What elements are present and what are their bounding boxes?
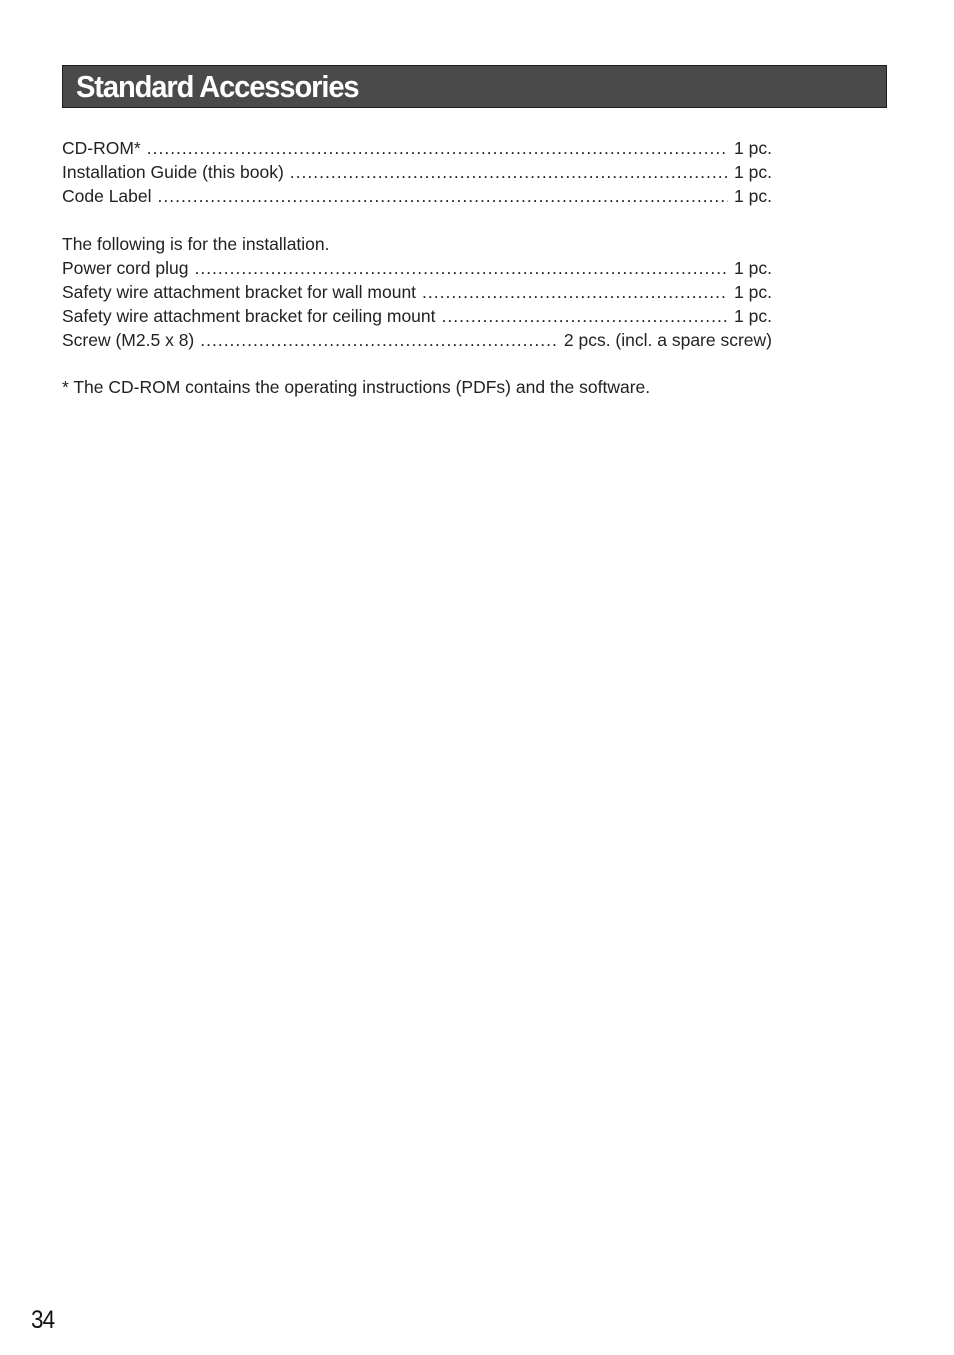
installation-item-name: Power cord plug xyxy=(62,258,189,278)
installation-item-quantity: 1 pc. xyxy=(734,258,772,278)
installation-item-quantity: 2 pcs. (incl. a spare screw) xyxy=(563,330,772,350)
accessory-name: Installation Guide (this book) xyxy=(62,162,284,182)
accessory-row-cd-rom xyxy=(62,136,772,160)
section-title: Standard Accessories xyxy=(76,69,359,104)
installation-row-wall-bracket xyxy=(62,280,772,304)
installation-item-name: Safety wire attachment bracket for wall mount xyxy=(62,282,417,302)
footnote: * The CD-ROM contains the operating instructions (PDFs) and the software. xyxy=(62,377,651,397)
page-number: 34 xyxy=(31,1306,55,1334)
installation-row-ceiling-bracket xyxy=(62,304,772,328)
dot-leader xyxy=(158,184,729,208)
spacer xyxy=(62,352,772,375)
accessory-row-code-label xyxy=(62,184,772,208)
installation-item-quantity: 1 pc. xyxy=(734,306,772,326)
accessory-name: Code Label xyxy=(62,186,152,206)
dot-leader xyxy=(290,160,728,184)
accessory-row-installation-guide xyxy=(62,160,772,184)
dot-leader xyxy=(442,304,729,328)
installation-item-name: Safety wire attachment bracket for ceiling mount xyxy=(62,306,436,326)
installation-row-power-cord-plug xyxy=(62,256,772,280)
accessory-quantity: 1 pc. xyxy=(734,186,772,206)
installation-intro: The following is for the installation. xyxy=(62,234,330,254)
dot-leader xyxy=(422,280,728,304)
accessory-quantity: 1 pc. xyxy=(734,138,772,158)
accessories-content xyxy=(62,136,772,399)
installation-item-quantity: 1 pc. xyxy=(734,282,772,302)
dot-leader xyxy=(147,136,728,160)
dot-leader xyxy=(194,256,728,280)
accessory-name: CD-ROM* xyxy=(62,138,141,158)
accessory-quantity: 1 pc. xyxy=(734,162,772,182)
section-title-bar xyxy=(62,65,887,108)
spacer xyxy=(62,208,772,232)
dot-leader xyxy=(200,328,558,352)
installation-row-screw xyxy=(62,328,772,352)
installation-item-name: Screw (M2.5 x 8) xyxy=(62,330,195,350)
